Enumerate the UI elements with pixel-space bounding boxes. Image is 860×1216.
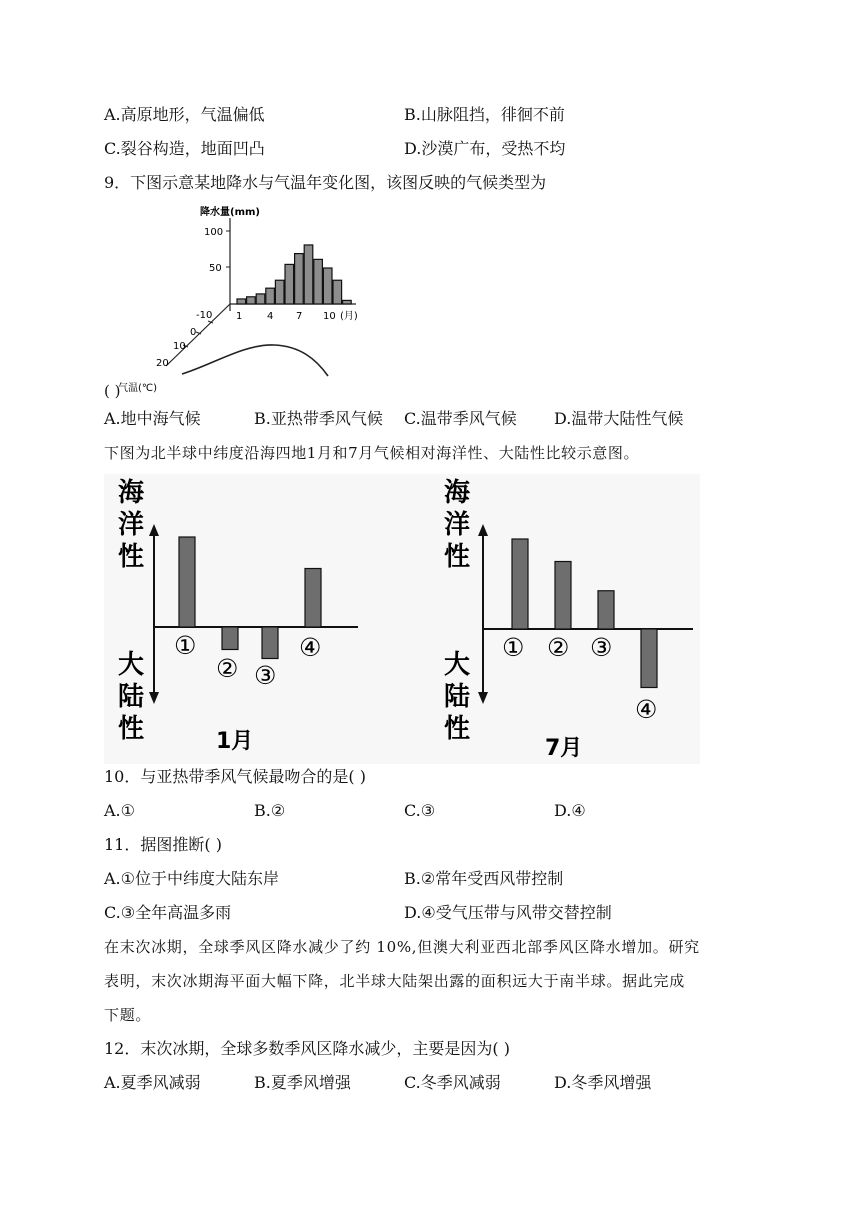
jul-marker-4: ④ bbox=[635, 695, 658, 724]
q12-option-a: A.夏季风减弱 bbox=[104, 1073, 201, 1092]
precip-bar-11 bbox=[333, 280, 342, 304]
jul-label-hai: 海 bbox=[444, 478, 471, 508]
q12-option-b: B.夏季风增强 bbox=[254, 1073, 351, 1092]
precip-axis-label: 降水量(mm) bbox=[200, 207, 260, 218]
q9-option-a: A.地中海气候 bbox=[104, 409, 201, 428]
q11-option-b: B.②常年受西风带控制 bbox=[404, 869, 564, 888]
q8-option-d: D.沙漠广布，受热不均 bbox=[404, 139, 566, 158]
jul-marker-3: ③ bbox=[590, 633, 613, 662]
jan-label-xing2: 性 bbox=[118, 714, 145, 744]
precip-bar-5 bbox=[275, 280, 284, 304]
precip-bar-1 bbox=[237, 299, 246, 304]
month-unit: (月) bbox=[340, 311, 358, 322]
jan-marker-3: ③ bbox=[254, 661, 277, 690]
precip-tick-100: 100 bbox=[204, 227, 224, 238]
temp-axis-label: 气温(℃) bbox=[118, 383, 158, 394]
jan-bar-3 bbox=[262, 627, 278, 659]
q9-option-b: B.亚热带季风气候 bbox=[254, 409, 383, 428]
jul-label-da: 大 bbox=[444, 650, 471, 680]
month-tick-7: 7 bbox=[296, 311, 303, 322]
month-tick-1: 1 bbox=[236, 311, 243, 322]
precip-bar-8 bbox=[304, 245, 313, 304]
q9-option-c: C.温带季风气候 bbox=[404, 409, 517, 428]
month-tick-4: 4 bbox=[267, 311, 274, 322]
precip-tick-50: 50 bbox=[209, 263, 222, 274]
q10-option-a: A.① bbox=[104, 801, 135, 820]
q11-option-a: A.①位于中纬度大陆东岸 bbox=[104, 869, 279, 888]
jan-bar-2 bbox=[222, 627, 238, 650]
q11-option-d: D.④受气压带与风带交替控制 bbox=[404, 903, 612, 922]
q11-option-c: C.③全年高温多雨 bbox=[104, 903, 232, 922]
q10-option-b: B.② bbox=[254, 801, 286, 820]
jul-bar-3 bbox=[598, 591, 614, 629]
jan-label-da: 大 bbox=[118, 650, 145, 680]
jan-label-yang: 洋 bbox=[118, 510, 145, 540]
jan-title: 1月 bbox=[216, 729, 254, 754]
q9-answer-paren: ( ) bbox=[104, 382, 121, 400]
jul-marker-1: ① bbox=[502, 633, 525, 662]
precip-tick-minus10: -10 bbox=[196, 310, 213, 321]
jul-label-lu: 陆 bbox=[444, 682, 471, 712]
precip-bar-10 bbox=[323, 268, 332, 304]
jul-bar-4 bbox=[641, 629, 657, 688]
precip-bar-7 bbox=[295, 254, 304, 304]
q12-stem: 12．末次冰期，全球多数季风区降水减少，主要是因为( ) bbox=[104, 1039, 510, 1058]
month-tick-10: 10 bbox=[323, 311, 336, 322]
q9-stem: 9．下图示意某地降水与气温年变化图，该图反映的气候类型为 bbox=[104, 173, 547, 192]
passage-line-2: 表明，末次冰期海平面大幅下降，北半球大陆架出露的面积远大于南半球。据此完成 bbox=[104, 972, 685, 990]
jan-label-xing: 性 bbox=[118, 542, 145, 572]
q12-option-c: C.冬季风减弱 bbox=[404, 1073, 501, 1092]
temp-tick-20: 20 bbox=[156, 358, 169, 369]
q8-option-a: A.高原地形，气温偏低 bbox=[104, 105, 265, 124]
q12-option-d: D.冬季风增强 bbox=[554, 1073, 652, 1092]
jul-bar-1 bbox=[512, 539, 528, 629]
jul-marker-2: ② bbox=[547, 633, 570, 662]
jul-title: 7月 bbox=[545, 736, 583, 761]
passage-line-3: 下题。 bbox=[104, 1006, 152, 1024]
q9-option-d: D.温带大陆性气候 bbox=[554, 409, 684, 428]
precip-bar-9 bbox=[314, 259, 323, 304]
precip-bar-6 bbox=[285, 264, 294, 304]
jan-label-lu: 陆 bbox=[118, 682, 145, 712]
precip-temp-chart bbox=[104, 196, 384, 396]
jul-label-xing2: 性 bbox=[444, 714, 471, 744]
passage-line-1: 在末次冰期，全球季风区降水减少了约 10%,但澳大利亚西北部季风区降水增加。研究 bbox=[104, 938, 700, 956]
jan-label-hai: 海 bbox=[118, 478, 145, 508]
jan-marker-4: ④ bbox=[299, 633, 322, 662]
q8-option-c: C.裂谷构造，地面凹凸 bbox=[104, 139, 265, 158]
jan-marker-1: ① bbox=[174, 631, 197, 660]
precip-bar-2 bbox=[247, 297, 256, 304]
q11-stem: 11．据图推断( ) bbox=[104, 835, 222, 854]
jan-marker-2: ② bbox=[216, 654, 239, 683]
jul-label-yang: 洋 bbox=[444, 510, 471, 540]
jul-label-xing: 性 bbox=[444, 542, 471, 572]
precip-bar-12 bbox=[343, 300, 352, 304]
jan-bar-1 bbox=[179, 537, 195, 627]
precip-bar-3 bbox=[256, 294, 265, 304]
temperature-curve bbox=[182, 345, 328, 376]
maritime-continental-chart bbox=[104, 474, 700, 764]
q10-option-c: C.③ bbox=[404, 801, 436, 820]
q10-option-d: D.④ bbox=[554, 801, 586, 820]
jul-bar-2 bbox=[555, 562, 571, 630]
jan-bar-4 bbox=[305, 569, 321, 628]
precip-bar-4 bbox=[266, 288, 275, 304]
q8-option-b: B.山脉阻挡，徘徊不前 bbox=[404, 105, 565, 124]
intro-q10-11: 下图为北半球中纬度沿海四地1月和7月气候相对海洋性、大陆性比较示意图。 bbox=[104, 444, 640, 462]
q10-stem: 10．与亚热带季风气候最吻合的是( ) bbox=[104, 767, 366, 786]
temp-tick-0: 0 bbox=[190, 327, 197, 338]
temp-tick-10: 10 bbox=[173, 341, 186, 352]
